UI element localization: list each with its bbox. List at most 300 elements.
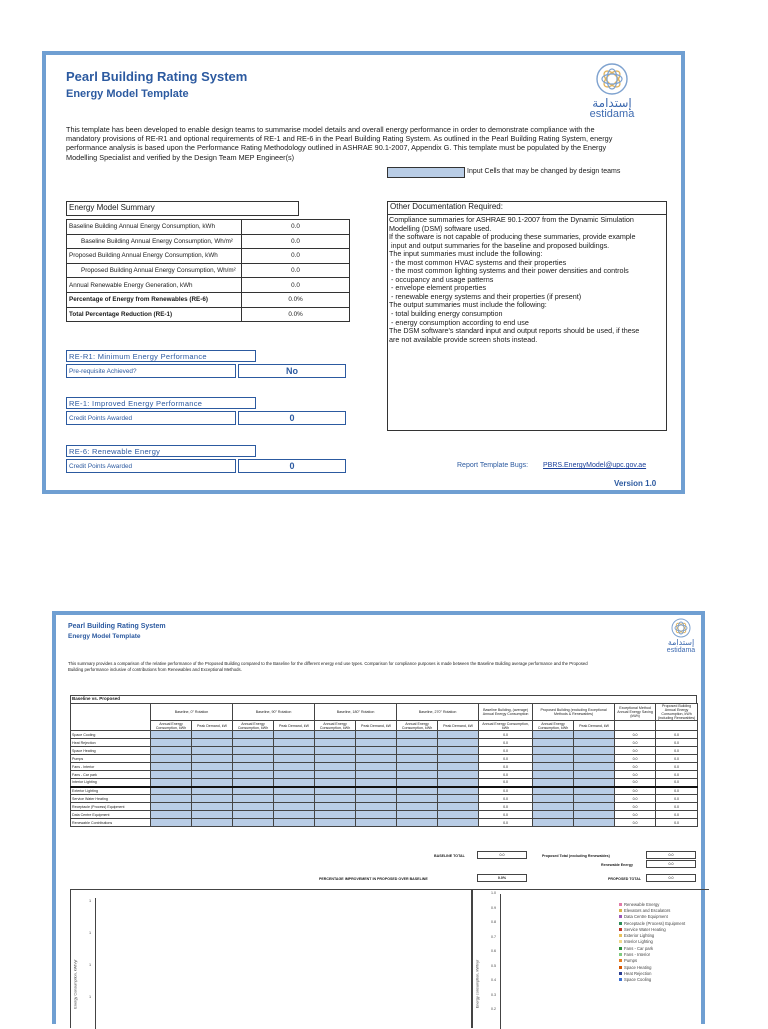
input-cell[interactable] [356,747,397,755]
left-chart-axis [95,898,96,1029]
legend-label: Fans - Interior [624,952,651,958]
input-cell-legend: Input Cells that may be changed by design teams [467,168,621,175]
input-cell[interactable] [151,779,192,787]
right-chart [472,889,709,1028]
input-cell[interactable] [438,787,479,795]
input-cell[interactable] [274,771,315,779]
input-cell[interactable] [315,731,356,739]
legend-label: Space Cooling [624,977,652,983]
legend-swatch [619,909,622,912]
input-cell[interactable] [533,747,574,755]
input-cell[interactable] [574,731,615,739]
proposed-total-value: 0.0 [646,874,696,882]
input-cell[interactable] [151,819,192,827]
sub-header: Annual Energy Consumption, kWh [151,721,192,731]
input-cell[interactable] [274,755,315,763]
version-label: Version 1.0 [614,479,657,488]
input-cell[interactable] [274,779,315,787]
calculated-cell: 0.0 [479,771,533,779]
comparison-row [71,779,698,787]
sub-header: Peak Demand, kW [274,721,315,731]
input-cell[interactable] [397,779,438,787]
row-label: Pumps [71,755,151,763]
legend-label: Service Water Heating [624,926,666,932]
input-cell[interactable] [151,731,192,739]
calculated-cell: 0.0 [656,731,698,739]
legend-swatch [619,978,622,981]
input-cell[interactable] [151,763,192,771]
input-cell[interactable] [438,755,479,763]
summary-row-value: 0.0% [242,307,350,322]
calculated-cell: 0.0 [479,787,533,795]
legend-swatch [619,966,622,969]
input-cell[interactable] [233,787,274,795]
comparison-row [71,747,698,755]
summary-row-value: 0.0 [242,263,350,278]
input-cell[interactable] [533,739,574,747]
row-label: Heat Rejection [71,739,151,747]
calculated-cell: 0.0 [656,803,698,811]
re-r1-label: Pre-requisite Achieved? [66,364,236,378]
input-cell[interactable] [438,803,479,811]
legend-label: Elevators and Escalators [624,907,671,913]
other-documentation-list [388,215,666,344]
input-cell[interactable] [233,755,274,763]
input-cell[interactable] [233,819,274,827]
comparison-row [71,771,698,779]
input-cell[interactable] [533,779,574,787]
input-cell[interactable] [356,787,397,795]
sub-header: Annual Energy Consumption, kWh [233,721,274,731]
other-documentation-box [387,201,667,431]
summary-row-label: Proposed Building Annual Energy Consumption, kWh [67,249,242,264]
calculated-cell: 0.0 [479,803,533,811]
input-cell[interactable] [438,739,479,747]
input-cell[interactable] [574,763,615,771]
input-cell[interactable] [274,747,315,755]
sub-header: Peak Demand, kW [356,721,397,731]
documentation-line: - the most common lighting systems and their power densities and controls [389,266,629,276]
input-cell[interactable] [438,763,479,771]
documentation-line: - envelope element properties [389,283,487,293]
input-cell[interactable] [192,771,233,779]
summary-row [67,263,350,278]
summary-row-value: 0.0 [242,249,350,264]
input-cell[interactable] [533,819,574,827]
legend-swatch [619,928,622,931]
input-cell[interactable] [315,747,356,755]
input-cell[interactable] [356,771,397,779]
re-6-heading: RE-6: Renewable Energy [66,445,256,457]
input-cell[interactable] [533,803,574,811]
input-cell[interactable] [151,811,192,819]
pct-reduction-label: PERCENTAGE IMPROVEMENT IN PROPOSED OVER BASELINE [319,877,428,881]
calculated-cell: 0.0 [656,739,698,747]
input-cell[interactable] [315,755,356,763]
calculated-cell: 0.0 [656,819,698,827]
input-cell[interactable] [233,779,274,787]
calculated-cell: 0.0 [479,819,533,827]
input-cell[interactable] [233,771,274,779]
legend-label: Space Heating [624,964,652,970]
input-cell[interactable] [533,771,574,779]
input-cell[interactable] [574,739,615,747]
intro-line: mandatory provisions of RE-R1 and optional requirements of RE-1 and RE-6 in the Pearl Building Rating System. As outlined in the Pearl Building Rating System, energy [66,134,613,144]
legend-swatch [619,953,622,956]
input-cell[interactable] [397,795,438,803]
calculated-cell: 0.0 [479,779,533,787]
input-cell[interactable] [315,739,356,747]
logo-latin: estidama [666,647,696,654]
input-cell[interactable] [192,787,233,795]
re-r1-section [66,350,350,378]
calculated-cell: 0.0 [615,763,656,771]
input-cell[interactable] [397,739,438,747]
report-bugs-label: Report Template Bugs: [457,462,529,469]
input-cell[interactable] [151,787,192,795]
input-cell[interactable] [356,731,397,739]
calculated-cell: 0.0 [656,811,698,819]
proposed-excl-value: 0.0 [646,851,696,859]
input-cell[interactable] [233,763,274,771]
input-cell[interactable] [397,747,438,755]
legend-label: Renewable Energy [624,901,660,907]
input-cell-swatch [387,167,465,178]
report-email-link[interactable]: PBRS.EnergyModel@upc.gov.ae [543,462,647,469]
input-cell[interactable] [574,747,615,755]
input-cell[interactable] [233,795,274,803]
calculated-cell: 0.0 [479,811,533,819]
input-cell[interactable] [438,819,479,827]
input-cell[interactable] [192,731,233,739]
input-cell[interactable] [438,747,479,755]
input-cell[interactable] [356,795,397,803]
documentation-line: The DSM software's standard input and output reports should be used, if these [389,326,640,336]
summary-row [67,292,350,307]
calculated-cell: 0.0 [615,811,656,819]
input-cell[interactable] [438,771,479,779]
left-chart-ylabel: Energy Consumption, kWh/yr [73,959,78,1009]
input-cell[interactable] [233,731,274,739]
input-cell[interactable] [192,739,233,747]
input-cell[interactable] [151,795,192,803]
comparison-row [71,803,698,811]
input-cell[interactable] [151,803,192,811]
input-cell[interactable] [356,763,397,771]
input-cell[interactable] [574,779,615,787]
right-chart-legend [619,901,699,983]
input-cell[interactable] [315,779,356,787]
input-cell[interactable] [397,771,438,779]
group-header: Baseline, 90° Rotation [233,704,315,721]
sheet2-subtitle: Energy Model Template [68,633,141,640]
right-chart-tick: 0.6 [491,949,496,953]
row-label: Data Centre Equipment [71,811,151,819]
intro-line: performance analysis is based upon the Performance Rating Methodology outlined in ASHRAE 90.1-2007, Appendix G. This template must be populated by the Energy [66,143,607,153]
documentation-line: - the most common HVAC systems and their properties [389,257,567,267]
input-cell[interactable] [438,795,479,803]
input-cell[interactable] [533,763,574,771]
row-label: Fans - Car park [71,771,151,779]
input-cell[interactable] [315,803,356,811]
input-cell[interactable] [274,739,315,747]
baseline-vs-proposed-sheet [52,611,705,1024]
documentation-line: are not available provide screen shots instead. [389,334,538,344]
input-cell[interactable] [315,787,356,795]
left-chart [70,889,472,1028]
input-cell[interactable] [151,755,192,763]
re-1-value: 0 [238,411,346,425]
input-cell[interactable] [192,795,233,803]
input-cell[interactable] [274,731,315,739]
input-cell[interactable] [192,755,233,763]
input-cell[interactable] [274,819,315,827]
summary-row [67,307,350,322]
calculated-cell: 0.0 [656,763,698,771]
input-cell[interactable] [356,739,397,747]
input-cell[interactable] [192,747,233,755]
calculated-cell: 0.0 [656,747,698,755]
input-cell[interactable] [315,811,356,819]
legend-swatch [619,903,622,906]
input-cell[interactable] [356,819,397,827]
re-r1-value: No [238,364,346,378]
input-cell[interactable] [533,795,574,803]
input-cell[interactable] [151,747,192,755]
comparison-row [71,819,698,827]
logo-latin: estidama [589,108,635,120]
documentation-line: - total building energy consumption [389,309,503,319]
input-cell[interactable] [192,803,233,811]
proposed-excl-label: Proposed Total (excluding Renewables) [542,854,610,858]
summary-row-value: 0.0 [242,278,350,293]
row-label: Interior Lighting [71,779,151,787]
summary-row-label: Annual Renewable Energy Generation, kWh [67,278,242,293]
legend-label: Receptacle (Process) Equipment [624,920,686,926]
re-6-value: 0 [238,459,346,473]
estidama-flower-icon [582,61,642,97]
row-label: Renewable Contributions [71,819,151,827]
input-cell[interactable] [574,795,615,803]
input-cell[interactable] [397,803,438,811]
calculated-cell: 0.0 [656,755,698,763]
input-cell[interactable] [533,811,574,819]
input-cell[interactable] [574,787,615,795]
calculated-cell: 0.0 [479,755,533,763]
input-cell[interactable] [233,739,274,747]
left-chart-tick: 1 [89,931,92,935]
input-cell[interactable] [397,755,438,763]
summary-row-label: Proposed Building Annual Energy Consumption, Wh/m² [67,263,242,278]
sub-header: Peak Demand, kW [192,721,233,731]
calculated-cell: 0.0 [479,795,533,803]
comparison-row [71,787,698,795]
input-cell[interactable] [356,755,397,763]
right-chart-tick: 0.2 [491,1007,496,1011]
legend-label: Heat Rejection [624,970,652,976]
row-label: Fans - Interior [71,763,151,771]
re-1-label: Credit Points Awarded [66,411,236,425]
sub-header: Annual Energy Consumption, kWh [533,721,574,731]
calculated-cell: 0.0 [656,795,698,803]
input-cell[interactable] [533,731,574,739]
input-cell[interactable] [397,811,438,819]
input-cell[interactable] [397,819,438,827]
input-cell[interactable] [315,819,356,827]
sub-header: Annual Energy Consumption, kWh [479,721,533,731]
comparison-table [70,703,698,827]
comparison-row [71,755,698,763]
group-header: Exceptional Method Annual Energy Saving (kWh) [615,704,656,721]
re-1-section [66,397,350,425]
input-cell[interactable] [151,771,192,779]
page-subtitle: Energy Model Template [66,88,189,100]
baseline-total-value: 0.0 [477,851,527,859]
input-cell[interactable] [574,755,615,763]
energy-summary-heading: Energy Model Summary [66,201,299,216]
baseline-total-label: BASELINE TOTAL [434,854,465,858]
documentation-line: Modelling (DSM) software used. [389,223,492,233]
input-cell[interactable] [356,803,397,811]
input-cell[interactable] [233,747,274,755]
calculated-cell: 0.0 [615,795,656,803]
legend-label: Data Centre Equipment [624,914,668,920]
proposed-total-label: PROPOSED TOTAL [608,877,642,881]
group-header: Baseline, 180° Rotation [315,704,397,721]
input-cell[interactable] [397,787,438,795]
row-label: Service Water Heating [71,795,151,803]
calculated-cell: 0.0 [615,819,656,827]
renewable-energy-value: 0.0 [646,860,696,868]
calculated-cell: 0.0 [479,763,533,771]
right-chart-tick: 0.3 [491,992,496,997]
row-label: Receptacle (Process) Equipment [71,803,151,811]
pct-reduction-value: 0.0% [477,874,527,882]
input-cell[interactable] [233,811,274,819]
intro-line: Modelling Specialist and verified by the Design Team MEP Engineer(s) [66,152,295,162]
comparison-row [71,795,698,803]
legend-swatch [619,915,622,918]
input-cell[interactable] [438,731,479,739]
legend-swatch [619,972,622,975]
sub-header-blank [615,721,656,731]
summary-row-value: 0.0 [242,234,350,249]
right-chart-ylabel: Energy consumption, kWh/yr [475,959,480,1009]
legend-label: Exterior Lighting [624,933,655,939]
row-label: Space Heating [71,747,151,755]
sheet2-intro-line: Building performance inclusive of contributions from Renewables and Exceptional Methods. [68,666,242,672]
re-1-heading: RE-1: Improved Energy Performance [66,397,256,409]
input-cell[interactable] [151,739,192,747]
input-cell[interactable] [574,811,615,819]
page-title: Pearl Building Rating System [66,69,248,84]
comparison-row [71,731,698,739]
documentation-line: - occupancy and usage patterns [389,274,494,284]
sheet2-intro-line: This summary provides a comparison of the relative performance of the Proposed Building compared to the Baseline for the different energy end use types. Comparison for compliance purposes is made between the Baseline Building average performance and the Proposed [68,661,588,666]
summary-row [67,234,350,249]
sub-header: Peak Demand, kW [574,721,615,731]
documentation-line: - energy consumption according to end use [389,317,529,327]
row-label: Exterior Lighting [71,787,151,795]
input-cell[interactable] [274,763,315,771]
input-cell[interactable] [274,811,315,819]
right-chart-tick: 0.9 [491,905,496,910]
input-cell[interactable] [574,819,615,827]
calculated-cell: 0.0 [656,771,698,779]
documentation-line: If the software is not capable of producing these summaries, provide example [389,232,636,242]
re-6-label: Credit Points Awarded [66,459,236,473]
renewable-energy-label: Renewable Energy [601,863,633,867]
logo-arabic: إستدامة [592,96,632,110]
documentation-line: Compliance summaries for ASHRAE 90.1-2007 from the Dynamic Simulation [389,215,634,224]
summary-row-label: Total Percentage Reduction (RE-1) [67,307,242,322]
input-cell[interactable] [533,787,574,795]
calculated-cell: 0.0 [615,803,656,811]
legend-label: Pumps [624,958,638,964]
calculated-cell: 0.0 [615,771,656,779]
calculated-cell: 0.0 [656,779,698,787]
input-cell[interactable] [315,771,356,779]
input-cell[interactable] [192,763,233,771]
input-cell[interactable] [438,811,479,819]
documentation-line: - renewable energy systems and their properties (if present) [389,291,582,301]
comparison-table-title: Baseline vs. Proposed [70,695,697,703]
input-cell[interactable] [274,787,315,795]
summary-row-label: Baseline Building Annual Energy Consumption, Wh/m² [67,234,242,249]
input-cell[interactable] [533,755,574,763]
input-cell[interactable] [192,811,233,819]
group-header: Proposed Building (excluding Exceptional Methods & Renewables) [533,704,615,721]
input-cell[interactable] [274,803,315,811]
legend-entry [619,977,699,983]
right-chart-tick: 0.4 [491,978,496,982]
legend-label: Interior Lighting [624,939,653,945]
intro-paragraph [66,125,666,162]
input-cell[interactable] [274,795,315,803]
input-cell[interactable] [574,803,615,811]
input-cell[interactable] [574,771,615,779]
input-cell[interactable] [356,779,397,787]
input-cell[interactable] [233,803,274,811]
comparison-row [71,811,698,819]
legend-swatch [619,922,622,925]
input-cell[interactable] [397,763,438,771]
re-6-section [66,445,350,473]
estidama-flower-icon [661,617,701,639]
logo-arabic: إستدامة [667,638,695,647]
input-cell[interactable] [397,731,438,739]
header-blank [71,704,151,731]
energy-summary-table [66,219,350,322]
input-cell[interactable] [192,819,233,827]
left-chart-tick: 1 [89,995,92,999]
input-cell[interactable] [192,779,233,787]
right-chart-tick: 0.5 [491,963,496,968]
sub-header: Annual Energy Consumption, kWh [397,721,438,731]
right-chart-tick: 0.7 [491,934,496,939]
input-cell[interactable] [356,811,397,819]
comparison-row [71,763,698,771]
input-cell[interactable] [315,763,356,771]
energy-summary-sheet [42,51,685,494]
legend-label: Fans - Car park [624,945,654,951]
group-header: Baseline Building, (average) Annual Energy Consumption [479,704,533,721]
summary-row-label: Baseline Building Annual Energy Consumption, kWh [67,220,242,235]
input-cell[interactable] [315,795,356,803]
legend-swatch [619,959,622,962]
sheet2-intro [68,661,698,672]
input-cell[interactable] [438,779,479,787]
